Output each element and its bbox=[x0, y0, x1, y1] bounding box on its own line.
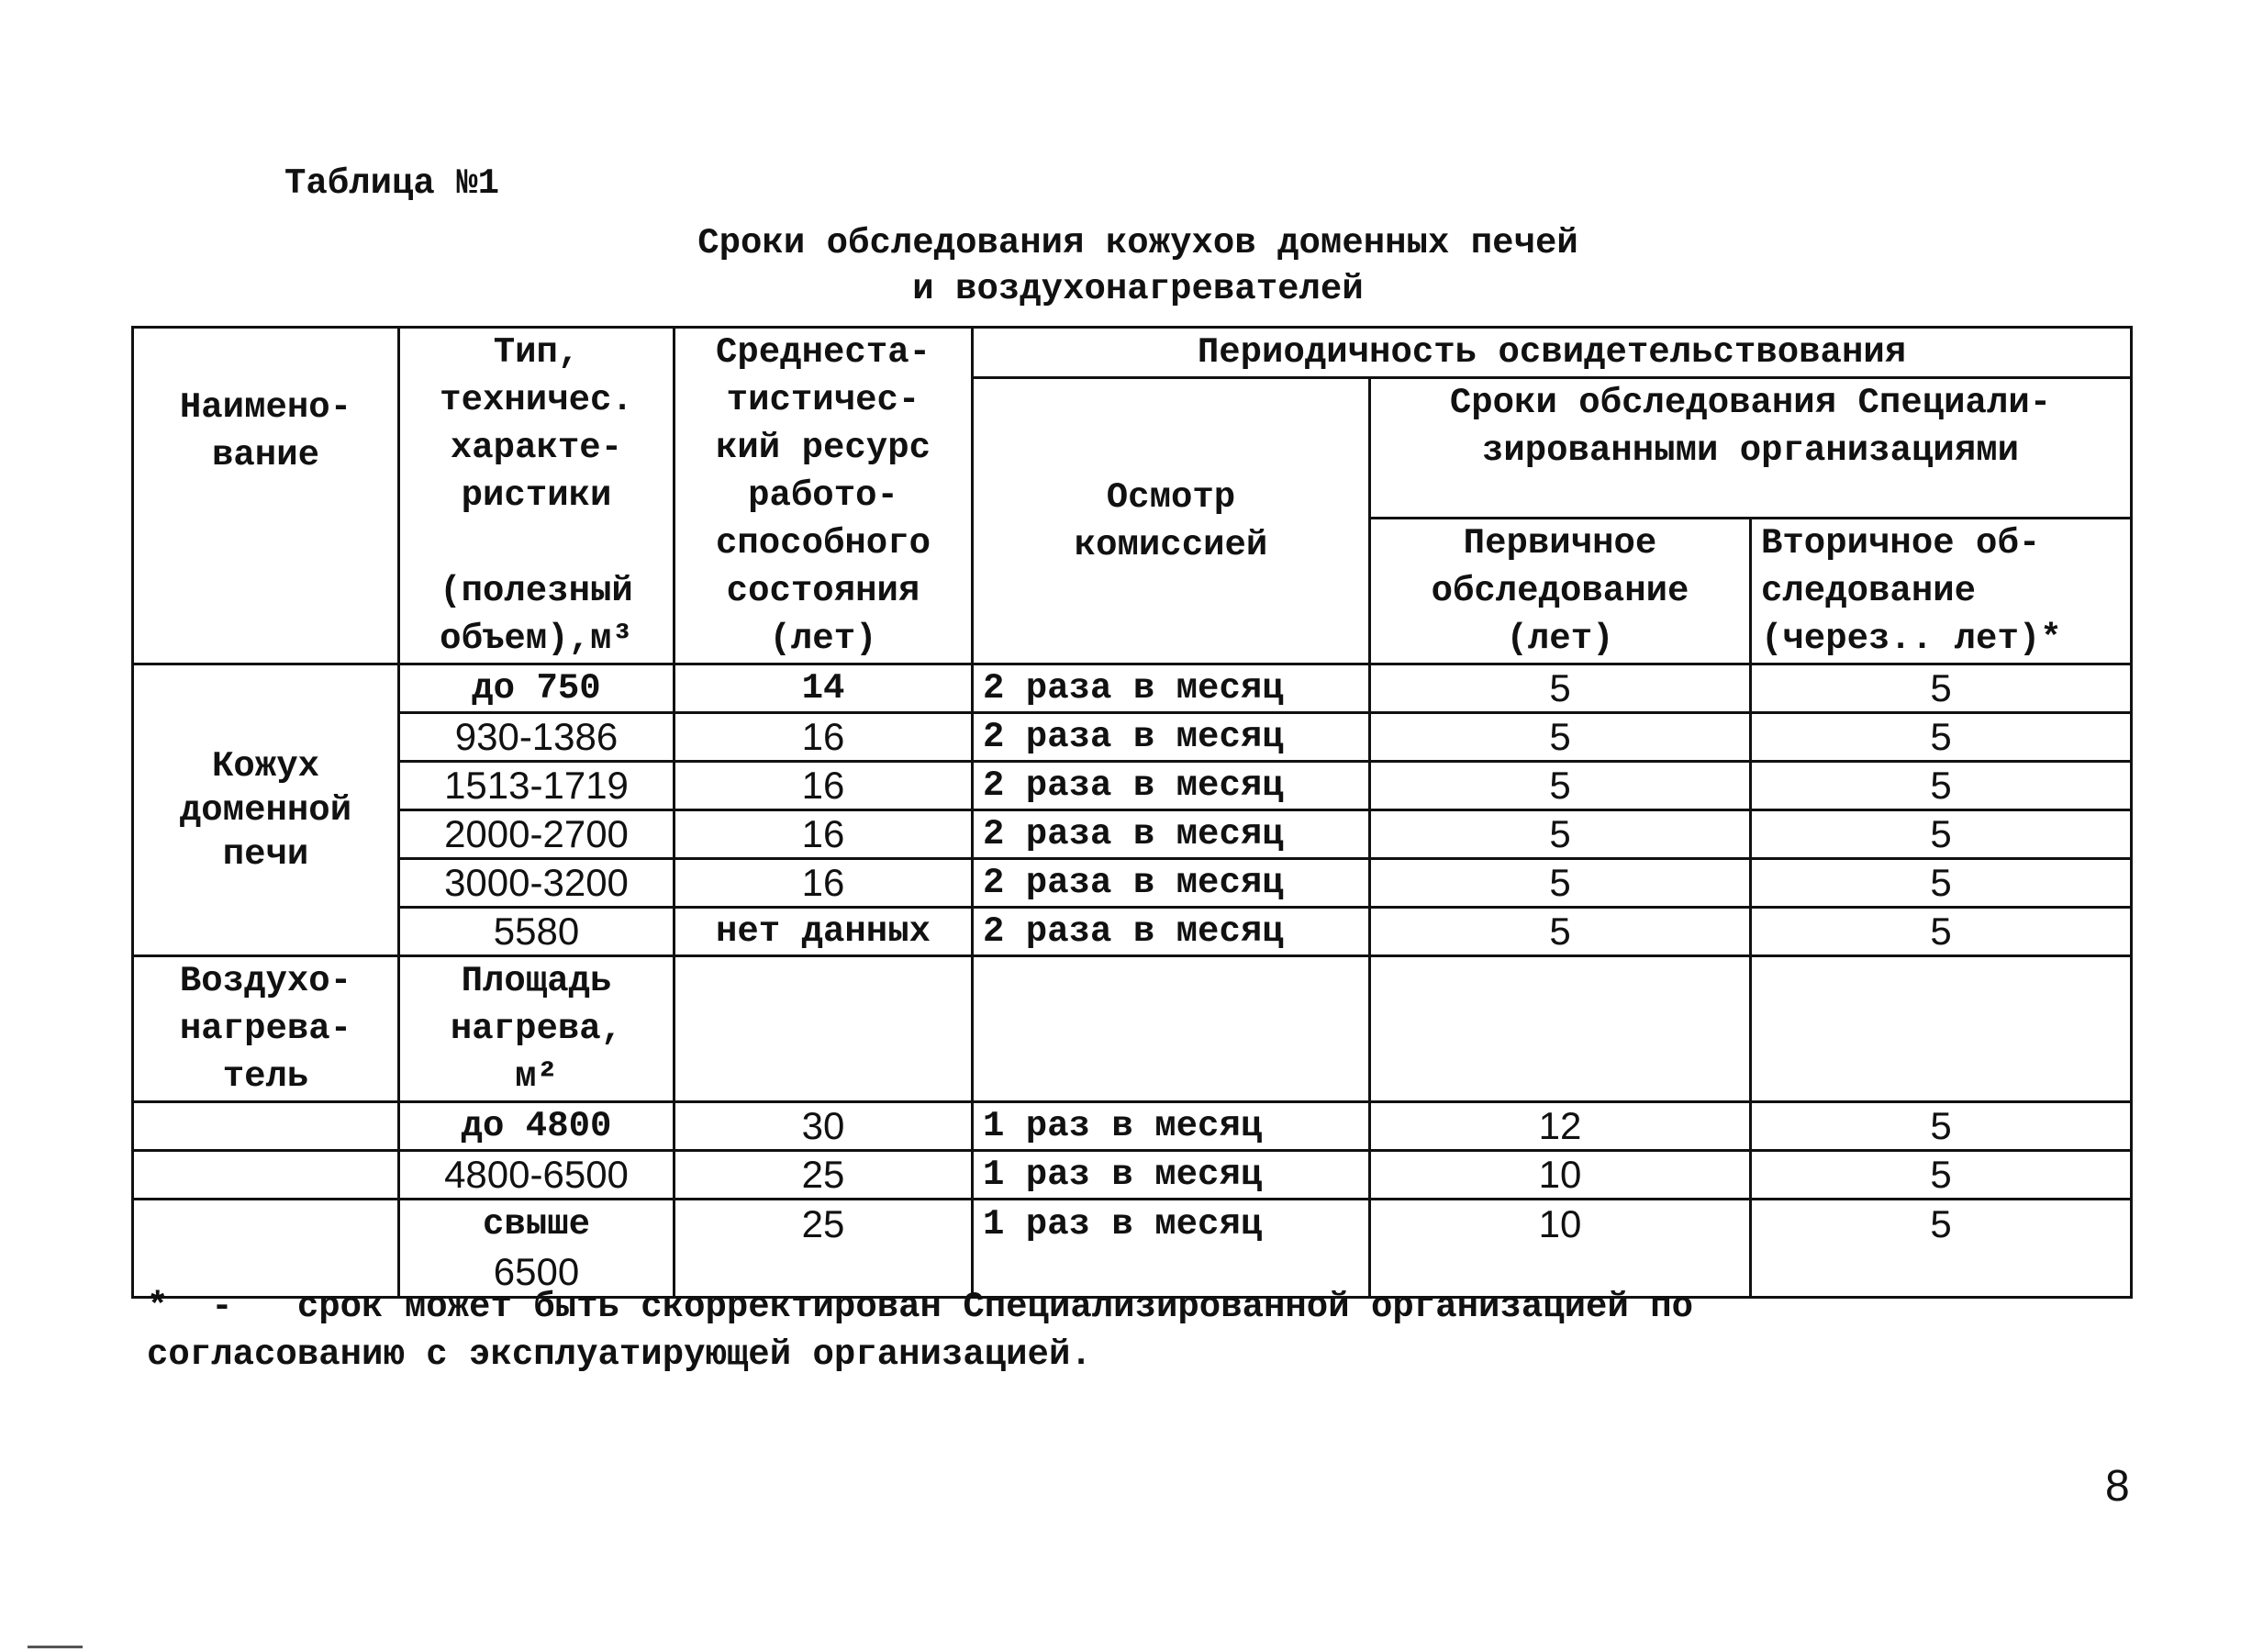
secondary-cell: 5 bbox=[1751, 1102, 2132, 1151]
resource-cell: 14 bbox=[674, 664, 973, 713]
empty-cell bbox=[1370, 956, 1751, 1102]
type-cell: 1513-1719 bbox=[399, 762, 674, 810]
primary-cell: 5 bbox=[1370, 713, 1751, 762]
type-cell: 930-1386 bbox=[399, 713, 674, 762]
table-title-line-2: и воздухонагревателей bbox=[912, 269, 1364, 309]
primary-cell: 5 bbox=[1370, 664, 1751, 713]
primary-cell: 5 bbox=[1370, 859, 1751, 908]
secondary-cell: 5 bbox=[1751, 664, 2132, 713]
primary-cell: 5 bbox=[1370, 762, 1751, 810]
empty-cell bbox=[674, 956, 973, 1102]
type-cell: 2000-2700 bbox=[399, 810, 674, 859]
inspection-cell: 2 раза в месяц bbox=[973, 664, 1370, 713]
resource-cell: 16 bbox=[674, 713, 973, 762]
primary-cell: 5 bbox=[1370, 908, 1751, 956]
primary-cell: 10 bbox=[1370, 1200, 1751, 1298]
inspection-schedule-table bbox=[131, 326, 2133, 1299]
resource-cell: нет данных bbox=[674, 908, 973, 956]
table-row bbox=[133, 713, 2132, 762]
heater-header-row bbox=[133, 956, 2132, 1102]
inspection-cell: 1 раз в месяц bbox=[973, 1200, 1370, 1298]
header-row-1 bbox=[133, 328, 2132, 378]
inspection-cell: 2 раза в месяц bbox=[973, 908, 1370, 956]
type-cell: свыше 6500 bbox=[399, 1200, 674, 1298]
header-special: Сроки обследования Специали- зированными организациями bbox=[1370, 378, 2132, 519]
secondary-cell: 5 bbox=[1751, 1200, 2132, 1298]
inspection-cell: 2 раза в месяц bbox=[973, 810, 1370, 859]
empty-cell bbox=[1751, 956, 2132, 1102]
secondary-cell: 5 bbox=[1751, 762, 2132, 810]
secondary-cell: 5 bbox=[1751, 908, 2132, 956]
page-number: 8 bbox=[2105, 1462, 2130, 1511]
resource-cell: 16 bbox=[674, 859, 973, 908]
primary-cell: 12 bbox=[1370, 1102, 1751, 1151]
furnace-name: Кожух доменной печи bbox=[133, 664, 399, 956]
header-name: Наимено- вание bbox=[133, 328, 399, 664]
table-label: Таблица №1 bbox=[284, 163, 500, 204]
inspection-cell: 1 раз в месяц bbox=[973, 1102, 1370, 1151]
resource-cell: 25 bbox=[674, 1200, 973, 1298]
table-row bbox=[133, 1151, 2132, 1200]
resource-cell: 16 bbox=[674, 762, 973, 810]
footnote bbox=[147, 1283, 2092, 1379]
resource-cell: 16 bbox=[674, 810, 973, 859]
scan-mark bbox=[28, 1646, 83, 1648]
type-cell: 3000-3200 bbox=[399, 859, 674, 908]
primary-cell: 5 bbox=[1370, 810, 1751, 859]
type-cell: до 750 bbox=[399, 664, 674, 713]
type-cell: 4800-6500 bbox=[399, 1151, 674, 1200]
type-cell: 5580 bbox=[399, 908, 674, 956]
table-row bbox=[133, 859, 2132, 908]
header-primary: Первичное обследование (лет) bbox=[1370, 519, 1751, 664]
inspection-cell: 2 раза в месяц bbox=[973, 762, 1370, 810]
inspection-cell: 2 раза в месяц bbox=[973, 859, 1370, 908]
header-type: Тип, техничес. характе- ристики (полезный объем),м³ bbox=[399, 328, 674, 664]
table-title-line-1: Сроки обследования кожухов доменных печей bbox=[697, 223, 1578, 263]
secondary-cell: 5 bbox=[1751, 713, 2132, 762]
inspection-cell: 1 раз в месяц bbox=[973, 1151, 1370, 1200]
table-title bbox=[128, 220, 2147, 312]
inspection-cell: 2 раза в месяц bbox=[973, 713, 1370, 762]
table-row bbox=[133, 1102, 2132, 1151]
header-resource: Среднеста- тистичес- кий ресурс работо- способного состояния (лет) bbox=[674, 328, 973, 664]
heater-name: Воздухо- нагрева- тель bbox=[133, 956, 399, 1102]
empty-cell bbox=[133, 1151, 399, 1200]
resource-cell: 25 bbox=[674, 1151, 973, 1200]
type-cell: до 4800 bbox=[399, 1102, 674, 1151]
footnote-line-1: * - срок может быть скорректирован Специализированной организацией по bbox=[147, 1287, 1694, 1327]
header-secondary: Вторичное об- следование (через.. лет)* bbox=[1751, 519, 2132, 664]
heater-type-header: Площадь нагрева, м² bbox=[399, 956, 674, 1102]
secondary-cell: 5 bbox=[1751, 810, 2132, 859]
footnote-line-2: согласованию с эксплуатирующей организацией. bbox=[147, 1334, 1092, 1375]
empty-cell bbox=[133, 1102, 399, 1151]
primary-cell: 10 bbox=[1370, 1151, 1751, 1200]
empty-cell bbox=[973, 956, 1370, 1102]
header-periodicity: Периодичность освидетельствования bbox=[973, 328, 2132, 378]
table-row bbox=[133, 810, 2132, 859]
secondary-cell: 5 bbox=[1751, 859, 2132, 908]
secondary-cell: 5 bbox=[1751, 1151, 2132, 1200]
resource-cell: 30 bbox=[674, 1102, 973, 1151]
table-row bbox=[133, 664, 2132, 713]
table-row bbox=[133, 908, 2132, 956]
table-row bbox=[133, 762, 2132, 810]
header-inspection: Осмотр комиссией bbox=[973, 378, 1370, 664]
